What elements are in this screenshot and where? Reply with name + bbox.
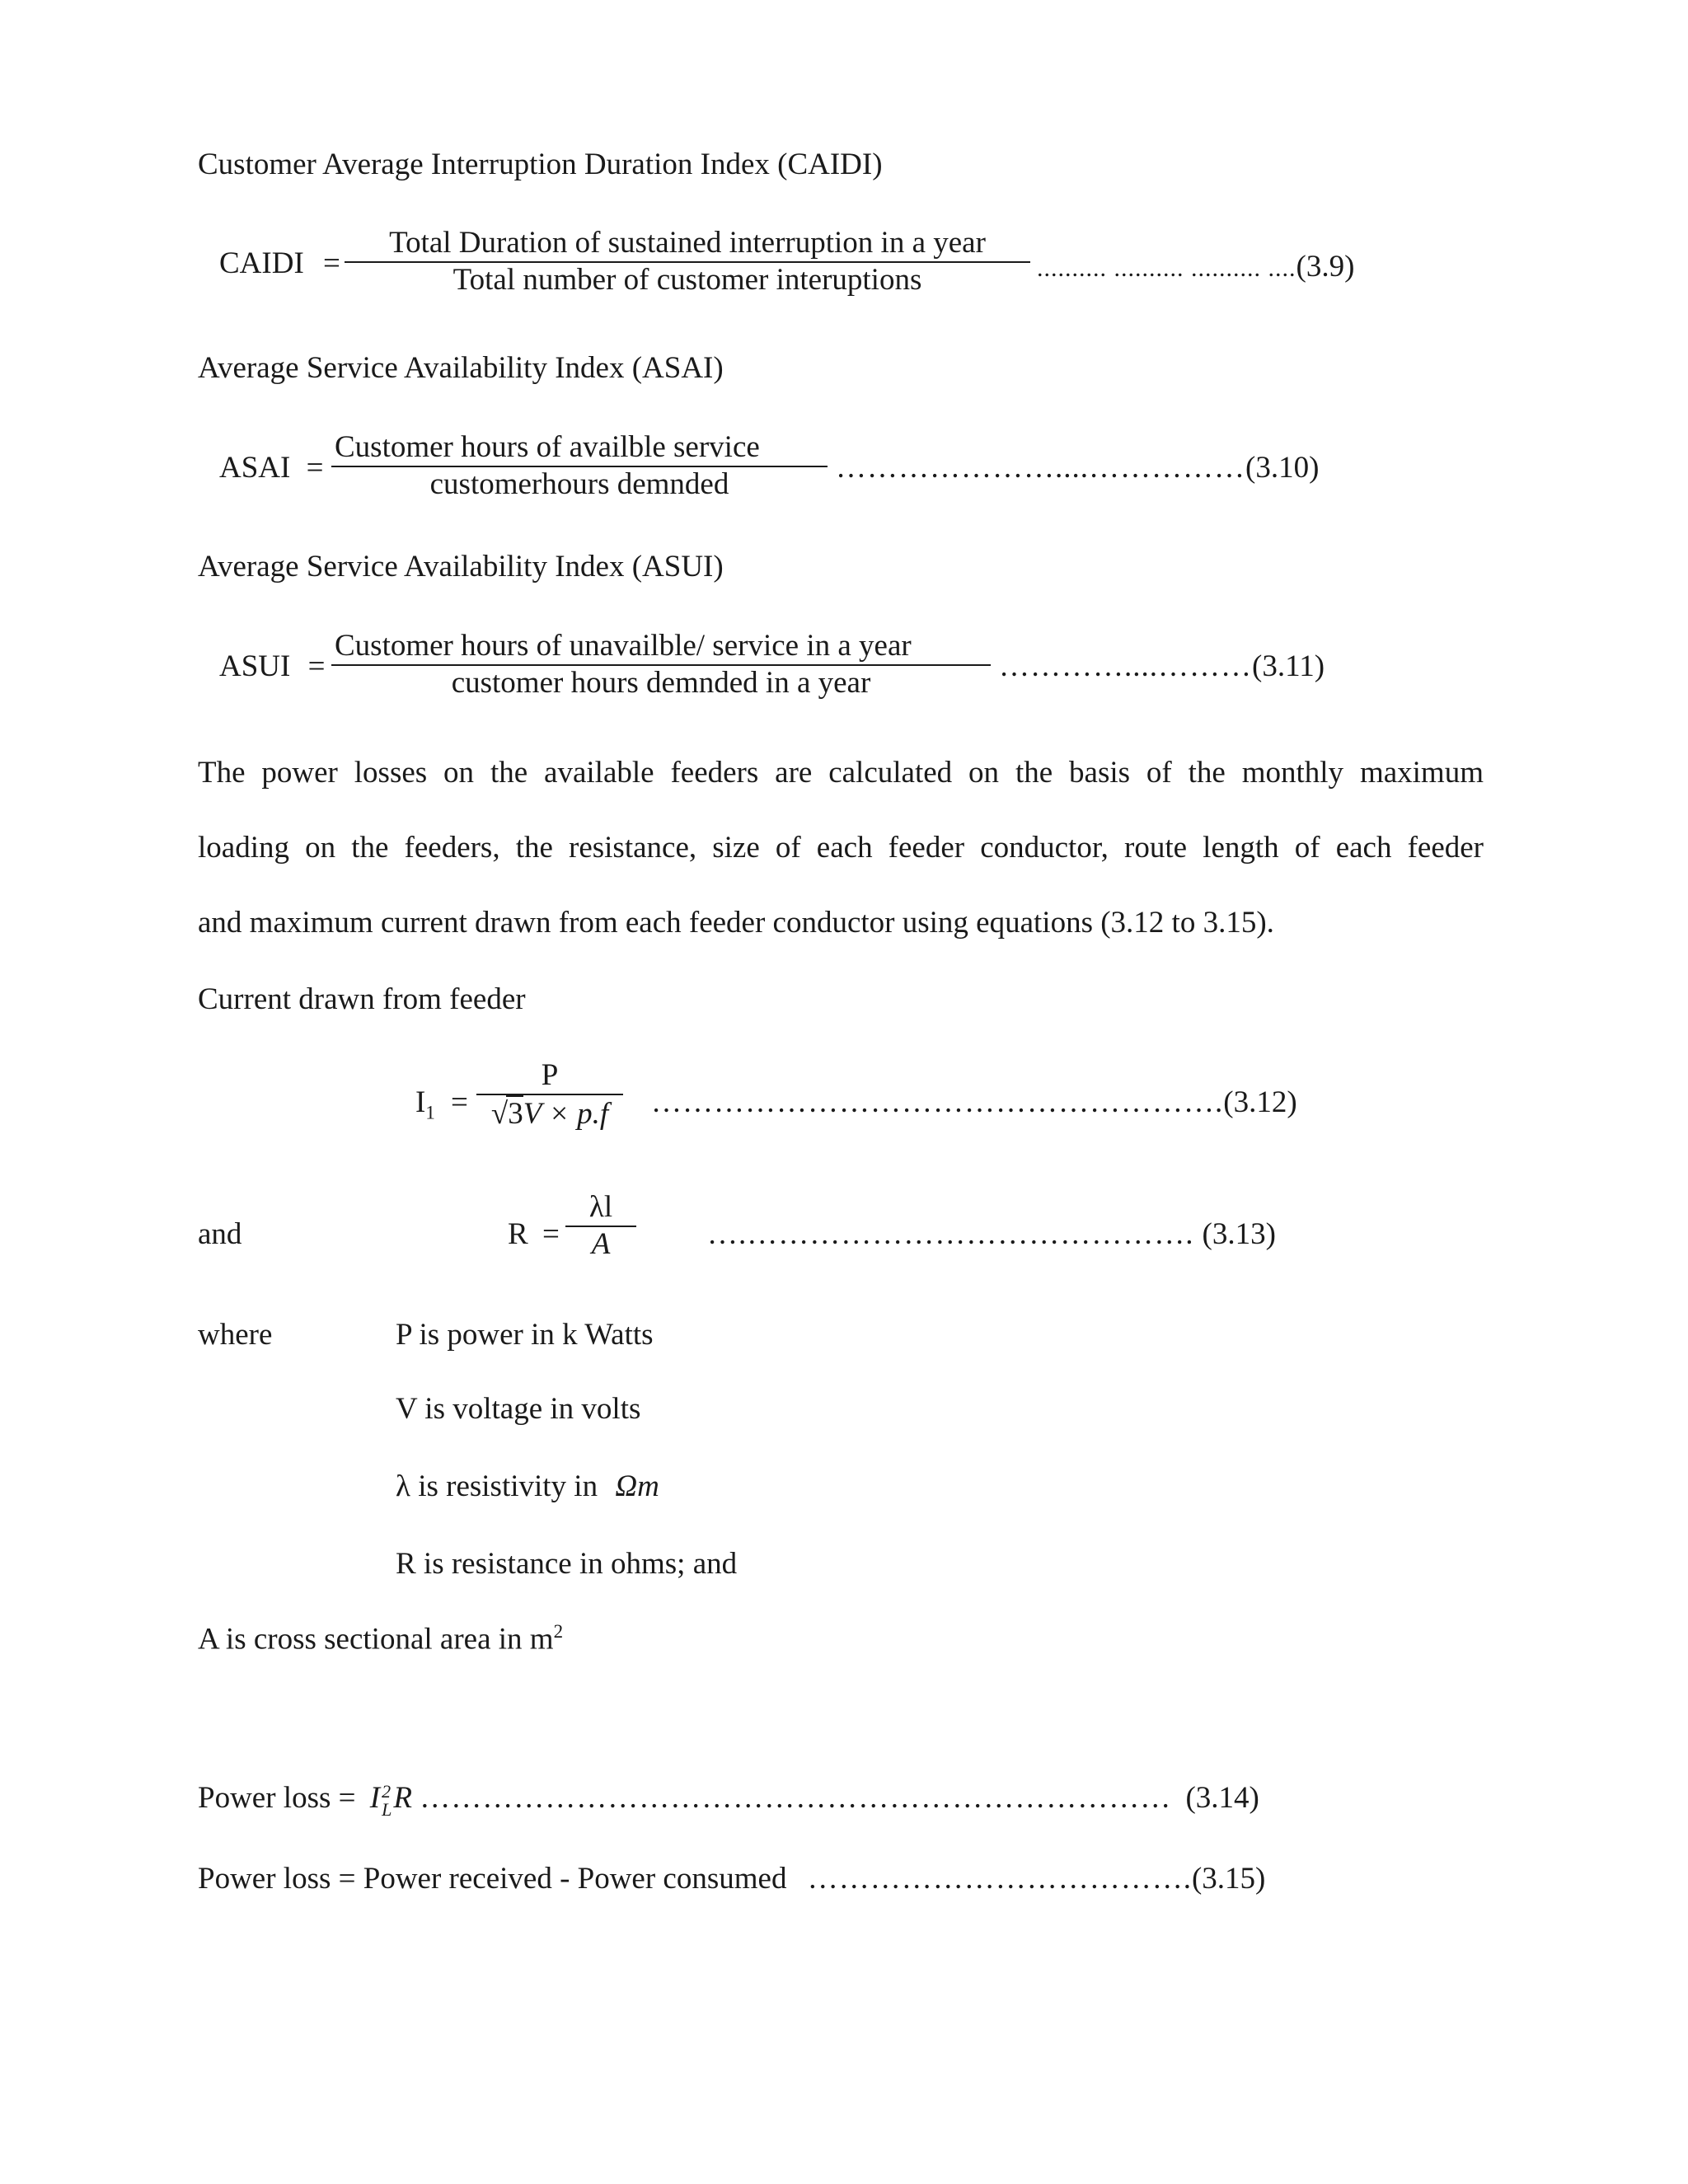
where-word: where xyxy=(198,1318,273,1352)
paragraph-line-3: and maximum current drawn from each feeder conductor using equations (3.12 to 3.15). xyxy=(198,906,1274,940)
eq-3-10-lhs xyxy=(219,450,323,486)
definition-r: R is resistance in ohms; and xyxy=(396,1547,738,1581)
eq-3-12-root: 3 xyxy=(508,1096,523,1131)
definition-v: V is voltage in volts xyxy=(396,1392,641,1426)
asai-heading: Average Service Availability Index (ASAI) xyxy=(198,351,724,385)
radical-sign: √ xyxy=(490,1096,509,1131)
eq-3-13-denominator: A xyxy=(591,1226,611,1261)
eq-3-13-equals: = xyxy=(542,1217,560,1251)
eq-3-10-denominator: customerhours demnded xyxy=(429,466,729,501)
eq-3-9-lhs xyxy=(219,246,340,282)
eq-3-9-lhs-text: CAIDI xyxy=(219,246,304,280)
eq-3-14-symbol: I xyxy=(369,1781,381,1815)
definition-a-text: A is cross sectional area in m xyxy=(198,1622,554,1657)
eq-3-14-leader: ……………………………………………………………… xyxy=(420,1781,1172,1815)
eq-3-11-fraction xyxy=(331,629,991,701)
definition-a xyxy=(198,1620,563,1658)
eq-3-13-numerator: λl xyxy=(588,1190,613,1224)
definition-lambda xyxy=(396,1469,659,1505)
eq-3-10-fraction xyxy=(331,430,828,502)
eq-3-14-superscript: 2 xyxy=(382,1780,392,1802)
eq-3-9-leader: .......... .......... .......... .... xyxy=(1037,255,1296,282)
eq-3-10-equals: = xyxy=(306,451,324,485)
eq-3-11-leader: …………....……… xyxy=(999,649,1252,683)
eq-3-15-text: Power loss = Power received - Power consumed xyxy=(198,1862,787,1896)
eq-3-14-lhs: Power loss = xyxy=(198,1781,356,1815)
eq-3-9-label: (3.9) xyxy=(1296,250,1355,284)
eq-3-9-number xyxy=(1037,249,1354,285)
eq-3-13-lhs-text: R xyxy=(508,1217,528,1251)
eq-3-13-label: (3.13) xyxy=(1202,1217,1276,1251)
definition-lambda-unit: Ωm xyxy=(615,1469,659,1503)
eq-3-11-equals: = xyxy=(307,649,326,683)
eq-3-11-lhs xyxy=(219,649,325,685)
caidi-heading: Customer Average Interruption Duration Index (CAIDI) xyxy=(198,148,883,181)
eq-3-12-den-rest: V × p.f xyxy=(523,1096,609,1131)
definition-p: P is power in k Watts xyxy=(396,1318,654,1352)
eq-3-15 xyxy=(198,1861,1265,1897)
eq-3-12-denominator xyxy=(488,1095,612,1132)
eq-3-10-numerator: Customer hours of availble service xyxy=(335,430,760,464)
eq-3-11-number xyxy=(999,649,1325,685)
eq-3-9-equals: = xyxy=(323,246,340,280)
eq-3-14-rest: R xyxy=(393,1781,412,1815)
eq-3-13-number xyxy=(707,1216,1276,1253)
eq-3-13-fraction xyxy=(565,1190,636,1262)
eq-3-14-term xyxy=(369,1780,412,1820)
eq-3-13-lhs xyxy=(508,1216,560,1253)
eq-3-12-lhs xyxy=(415,1085,468,1124)
definition-lambda-text: λ is resistivity in xyxy=(396,1469,598,1503)
eq-3-11-label: (3.11) xyxy=(1252,649,1325,683)
eq-3-15-label: (3.15) xyxy=(1191,1862,1266,1896)
and-word: and xyxy=(198,1217,242,1251)
eq-3-12-subscript: 1 xyxy=(425,1102,435,1123)
eq-3-12-numerator: P xyxy=(541,1058,559,1092)
paragraph-line-1: The power losses on the available feeders are calculated on the basis of the monthly maximum xyxy=(198,756,1484,790)
eq-3-11-denominator: customer hours demnded in a year xyxy=(451,665,871,700)
eq-3-10-number xyxy=(836,450,1319,486)
eq-3-12-symbol: I xyxy=(415,1085,426,1119)
paragraph-line-2: loading on the feeders, the resistance, size of each feeder conductor, route length of each feeder xyxy=(198,831,1484,865)
eq-3-12-leader: ………………………………………………. xyxy=(651,1085,1224,1119)
eq-3-10-lhs-text: ASAI xyxy=(219,451,291,485)
eq-3-12-label: (3.12) xyxy=(1223,1085,1297,1119)
eq-3-14-label: (3.14) xyxy=(1185,1781,1259,1815)
current-heading: Current drawn from feeder xyxy=(198,982,526,1016)
asui-heading: Average Service Availability Index (ASUI) xyxy=(198,550,724,583)
eq-3-9-fraction xyxy=(345,226,1030,298)
eq-3-12-equals: = xyxy=(451,1085,468,1119)
eq-3-12-fraction xyxy=(476,1058,623,1132)
eq-3-14 xyxy=(198,1780,1259,1819)
eq-3-10-label: (3.10) xyxy=(1245,451,1320,485)
eq-3-9-denominator: Total number of customer interuptions xyxy=(452,262,922,297)
eq-3-11-numerator: Customer hours of unavailble/ service in a year xyxy=(335,629,912,663)
eq-3-15-leader: ………………………………. xyxy=(807,1862,1192,1896)
eq-3-14-subscript: L xyxy=(382,1798,392,1820)
eq-3-13-leader: ….……………………………………. xyxy=(707,1217,1194,1251)
eq-3-9-numerator: Total Duration of sustained interruption in a year xyxy=(389,226,986,260)
eq-3-10-leader: …………………....…………… xyxy=(836,451,1245,485)
definition-a-superscript: 2 xyxy=(553,1621,564,1642)
eq-3-11-lhs-text: ASUI xyxy=(219,649,291,683)
eq-3-12-number xyxy=(651,1085,1297,1121)
